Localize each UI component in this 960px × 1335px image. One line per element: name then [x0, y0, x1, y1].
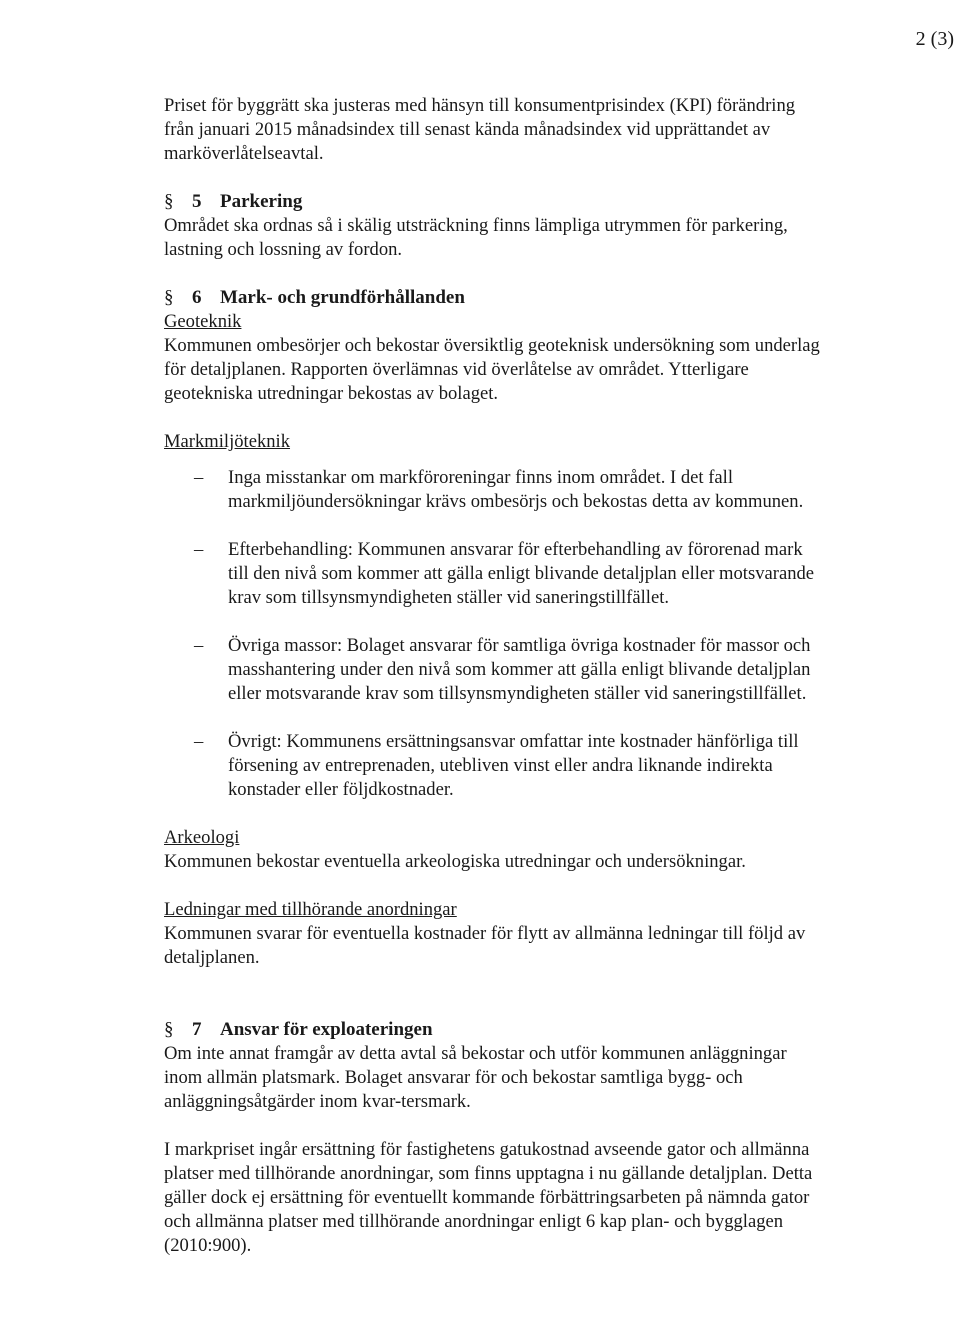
markmiljoteknik-heading: Markmiljöteknik — [164, 431, 291, 452]
list-item — [164, 538, 824, 610]
section-title: Parkering — [220, 191, 303, 212]
section-7-body-1: Om inte annat framgår av detta avtal så bekostar och utför kommunen anläggningar inom allmän platsmark. Bolaget ansvarar för och bekostar samtliga bygg- och anläggningsåtgärder inom kvar-tersmark. — [164, 1043, 787, 1112]
section-sign: § — [164, 1019, 174, 1040]
dash-bullet: – — [194, 539, 204, 560]
dash-bullet: – — [194, 731, 204, 752]
section-5-body: Området ska ordnas så i skälig utsträckning finns lämpliga utrymmen för parkering, lastning och lossning av fordon. — [164, 215, 788, 260]
document-body — [164, 94, 824, 1258]
section-7-heading — [164, 1018, 824, 1042]
page-number: 2 (3) — [915, 28, 954, 50]
section-title: Ansvar för exploateringen — [220, 1019, 433, 1040]
dash-bullet: – — [194, 467, 204, 488]
section-5-heading — [164, 190, 824, 214]
section-title: Mark- och grundförhållanden — [220, 287, 465, 308]
intro-paragraph: Priset för byggrätt ska justeras med hänsyn till konsumentprisindex (KPI) förändring från januari 2015 månadsindex till senast kända månadsindex vid upprättandet av marköverlåtelseavtal. — [164, 95, 796, 164]
section-6 — [164, 286, 824, 970]
markmiljo-list — [164, 466, 824, 802]
section-7 — [164, 1018, 824, 1258]
geoteknik-body: Kommunen ombesörjer och bekostar översiktlig geoteknisk undersökning som underlag för detaljplanen. Rapporten överlämnas vid överlåtelse av området. Ytterligare geotekniska utredningar bekostas av bolaget. — [164, 335, 820, 404]
list-item-text: Inga misstankar om markföroreningar finns inom området. I det fall markmiljöundersökningar krävs ombesörjs och bekostas detta av kommunen. — [228, 467, 804, 512]
list-item-text: Övrigt: Kommunens ersättningsansvar omfattar inte kostnader hänförliga till försening av entreprenaden, utebliven vinst eller andra liknande indirekta konstader eller följdkostnader. — [228, 731, 799, 800]
list-item — [164, 466, 824, 514]
section-6-heading — [164, 286, 824, 310]
list-item — [164, 730, 824, 802]
list-item — [164, 634, 824, 706]
ledningar-body: Kommunen svarar för eventuella kostnader för flytt av allmänna ledningar till följd av detaljplanen. — [164, 923, 806, 968]
section-5 — [164, 190, 824, 262]
list-item-text: Övriga massor: Bolaget ansvarar för samtliga övriga kostnader för massor och masshantering under den nivå som kommer att gälla enligt blivande detaljplan eller motsvarande krav som tillsynsmyndigheten ställer vid saneringstillfället. — [228, 635, 811, 704]
section-number: 7 — [192, 1019, 202, 1040]
ledningar-heading: Ledningar med tillhörande anordningar — [164, 899, 457, 920]
list-item-text: Efterbehandling: Kommunen ansvarar för efterbehandling av förorenad mark till den nivå som kommer att gälla enligt blivande detaljplan eller motsvarande krav som tillsynsmyndigheten ställer vid saneringstillfället. — [228, 539, 815, 608]
geoteknik-heading: Geoteknik — [164, 311, 242, 332]
section-7-body-2: I markpriset ingår ersättning för fastighetens gatukostnad avseende gator och allmänna platser med tillhörande anordningar, som finns upptagna i nu gällande detaljplan. Detta gäller dock ej ersättning för eventuellt kommande förbättringsarbeten på nämnda gator och allmänna platser med tillhörande anordningar enligt 6 kap plan- och bygglagen (2010:900). — [164, 1139, 813, 1256]
section-number: 6 — [192, 287, 202, 308]
section-number: 5 — [192, 191, 202, 212]
arkeologi-body: Kommunen bekostar eventuella arkeologiska utredningar och undersökningar. — [164, 851, 746, 872]
dash-bullet: – — [194, 635, 204, 656]
section-sign: § — [164, 287, 174, 308]
arkeologi-heading: Arkeologi — [164, 827, 240, 848]
section-sign: § — [164, 191, 174, 212]
